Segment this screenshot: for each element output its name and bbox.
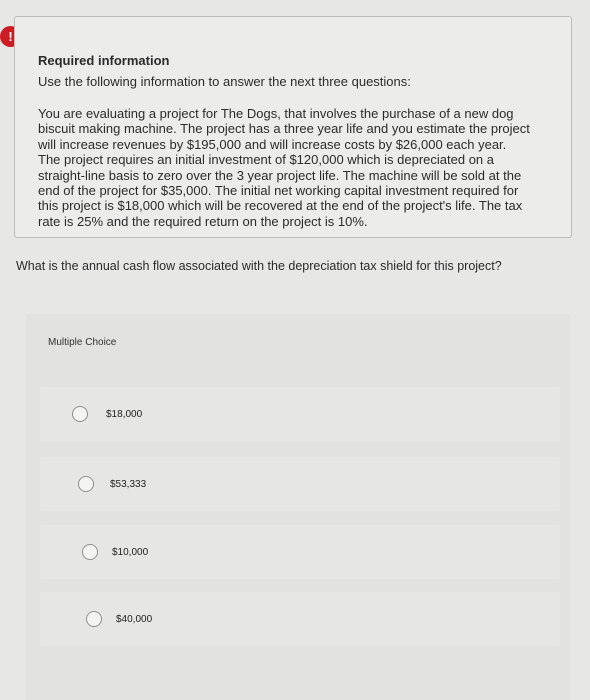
- info-title: Required information: [38, 53, 170, 68]
- question-text: What is the annual cash flow associated with the depreciation tax shield for this project?: [16, 259, 502, 273]
- option-label: $53,333: [110, 479, 147, 490]
- required-information-card: [14, 16, 572, 238]
- multiple-choice-panel: [26, 314, 570, 700]
- radio-button[interactable]: [72, 406, 88, 422]
- multiple-choice-label: Multiple Choice: [48, 337, 117, 348]
- radio-button[interactable]: [78, 476, 94, 492]
- answer-option-4[interactable]: [40, 592, 560, 646]
- info-subtitle: Use the following information to answer the next three questions:: [38, 74, 411, 89]
- answer-option-2[interactable]: [40, 457, 560, 511]
- answer-option-3[interactable]: [40, 525, 560, 579]
- info-body: You are evaluating a project for The Dogs, that involves the purchase of a new dog biscuit making machine. The project has a three year life and you estimate the project will increase revenues by $195,000 and will increase costs by $26,000 each year. The project requires an initial investment of $120,000 which is depreciated on a straight-line basis to zero over the 3 year project life. The machine will be sold at the end of the project for $35,000. The initial net working capital investment required for this project is $18,000 which will be recovered at the end of the project's life. The tax rate is 25% and the required return on the project is 10%.: [38, 106, 530, 229]
- exclamation-icon: !: [8, 29, 13, 44]
- option-label: $10,000: [112, 547, 149, 558]
- radio-button[interactable]: [86, 611, 102, 627]
- radio-button[interactable]: [82, 544, 98, 560]
- option-label: $40,000: [116, 614, 153, 625]
- option-label: $18,000: [106, 409, 143, 420]
- answer-option-1[interactable]: [40, 387, 560, 441]
